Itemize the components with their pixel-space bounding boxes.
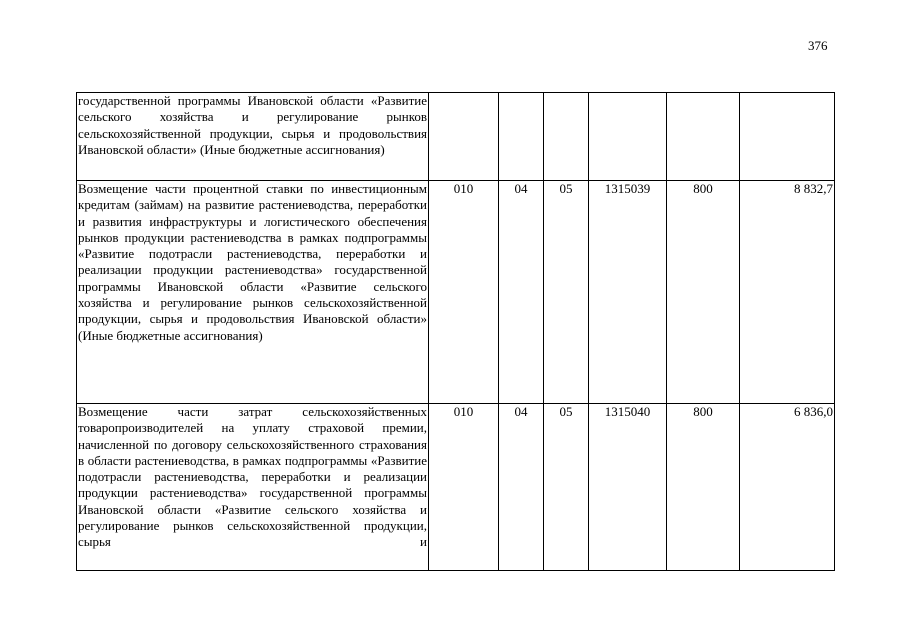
expense-type-cell: 800 (667, 181, 740, 404)
table-row (77, 404, 835, 571)
subsection-code-cell: 05 (544, 404, 589, 571)
section-code-cell: 04 (499, 404, 544, 571)
row-description: Возмещение части процентной ставки по инвестиционным кредитам (займам) на развитие растениеводства, переработки и развития инфраструктуры и логистического обеспечения рынков продукции растениеводства в рамках подпрограммы «Развитие подотрасли растениеводства, переработки и реализации продукции растениеводства» государственной программы Ивановской области «Развитие сельского хозяйства и регулирование рынков сельскохозяйственной продукции, сырья и продовольствия Ивановской области» (Иные бюджетные ассигнования) (77, 181, 429, 404)
ministry-code-cell (429, 93, 499, 181)
budget-table (76, 92, 835, 571)
subsection-code-cell: 05 (544, 181, 589, 404)
page-number: 376 (808, 38, 828, 53)
ministry-code-cell: 010 (429, 181, 499, 404)
row-description: Возмещение части затрат сельскохозяйственных товаропроизводителей на уплату страховой премии, начисленной по договору сельскохозяйственного страхования в области растениеводства, в рамках подпрограммы «Развитие подотрасли растениеводства, переработки и реализации продукции растениеводства» государственной программы Ивановской области «Развитие сельского хозяйства и регулирование рынков сельскохозяйственной продукции, сырья и (77, 404, 429, 571)
section-code-cell: 04 (499, 181, 544, 404)
expense-type-cell: 800 (667, 404, 740, 571)
target-article-cell: 1315040 (589, 404, 667, 571)
section-code-cell (499, 93, 544, 181)
expense-type-cell (667, 93, 740, 181)
table-row (77, 181, 835, 404)
target-article-cell (589, 93, 667, 181)
subsection-code-cell (544, 93, 589, 181)
amount-cell: 6 836,0 (740, 404, 835, 571)
row-description: государственной программы Ивановской области «Развитие сельского хозяйства и регулирование рынков сельскохозяйственной продукции, сырья и продовольствия Ивановской области» (Иные бюджетные ассигнования) (77, 93, 429, 181)
amount-cell: 8 832,7 (740, 181, 835, 404)
ministry-code-cell: 010 (429, 404, 499, 571)
target-article-cell: 1315039 (589, 181, 667, 404)
amount-cell (740, 93, 835, 181)
table-row (77, 93, 835, 181)
